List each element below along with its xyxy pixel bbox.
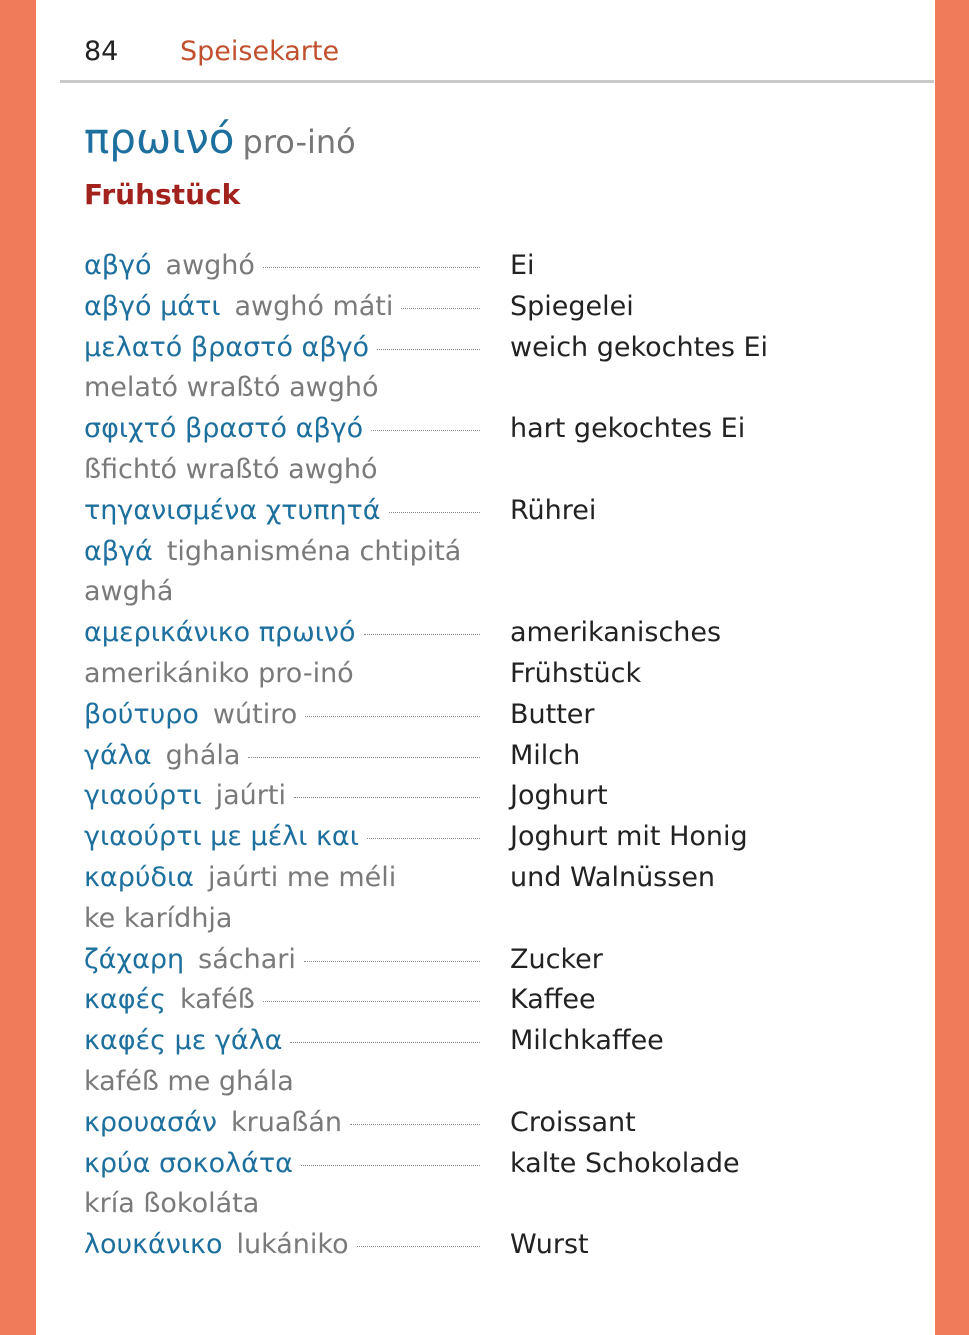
leader-dots bbox=[290, 1042, 480, 1043]
leader-dots bbox=[364, 634, 480, 635]
transliteration: lukániko bbox=[236, 1229, 349, 1261]
greek-term-continued: καρύδια bbox=[84, 861, 194, 893]
german-translation: Spiegelei bbox=[510, 290, 634, 322]
leader-dots bbox=[377, 349, 480, 350]
transliteration: ghála bbox=[165, 739, 241, 771]
leader-dots bbox=[357, 1246, 480, 1247]
leader-dots bbox=[305, 716, 480, 717]
greek-term: γιαούρτι bbox=[84, 780, 202, 812]
german-translation: Milchkaffee bbox=[510, 1025, 664, 1057]
german-translation: Wurst bbox=[510, 1229, 589, 1261]
greek-term: αμερικάνικο πρωινό bbox=[84, 617, 356, 649]
transliteration: sáchari bbox=[198, 943, 296, 975]
german-translation: kalte Schokolade bbox=[510, 1147, 740, 1179]
vocab-entry bbox=[84, 817, 864, 939]
greek-term: λουκάνικο bbox=[84, 1229, 223, 1261]
transliteration: melató wraßtó awghó bbox=[84, 372, 379, 404]
leader-dots bbox=[301, 1165, 480, 1166]
greek-term: αβγό bbox=[84, 250, 152, 281]
page-number: 84 bbox=[84, 36, 119, 67]
vocab-entry bbox=[84, 980, 864, 1021]
page-subtitle: Frühstück bbox=[84, 178, 241, 211]
german-translation-continued: Frühstück bbox=[510, 657, 642, 689]
transliteration: kría ßokoláta bbox=[84, 1188, 260, 1220]
title-greek: πρωινό bbox=[84, 114, 235, 163]
leader-dots bbox=[401, 308, 480, 309]
page-title bbox=[84, 114, 356, 163]
german-translation: Butter bbox=[510, 698, 595, 730]
vocab-entry bbox=[84, 736, 864, 777]
german-translation: Joghurt bbox=[510, 780, 608, 812]
vocab-entry bbox=[84, 491, 864, 613]
german-translation: Rührei bbox=[510, 494, 597, 526]
german-translation: Kaffee bbox=[510, 984, 596, 1016]
right-color-bar bbox=[935, 0, 969, 1335]
leader-dots bbox=[371, 430, 480, 431]
transliteration: kaféß me ghála bbox=[84, 1065, 294, 1097]
vocab-entry bbox=[84, 776, 864, 817]
german-translation: Ei bbox=[510, 250, 535, 281]
leader-dots bbox=[389, 512, 480, 513]
vocab-entry bbox=[84, 695, 864, 736]
greek-term: τηγανισμένα χτυπητά bbox=[84, 494, 381, 526]
leader-dots bbox=[350, 1124, 480, 1125]
vocab-entry bbox=[84, 246, 864, 287]
greek-term: ζάχαρη bbox=[84, 943, 185, 975]
transliteration: awghó bbox=[165, 250, 255, 281]
greek-term: σφιχτό βραστό αβγό bbox=[84, 413, 364, 445]
transliteration-continued: awghá bbox=[84, 576, 174, 608]
german-translation-continued: und Walnüssen bbox=[510, 861, 716, 893]
transliteration: awghó máti bbox=[234, 290, 394, 322]
german-translation: Joghurt mit Honig bbox=[510, 821, 748, 853]
vocab-entry bbox=[84, 287, 864, 328]
transliteration: jaúrti me méli bbox=[207, 861, 397, 893]
german-translation: Croissant bbox=[510, 1106, 636, 1138]
leader-dots bbox=[263, 267, 480, 268]
transliteration: kruaßán bbox=[230, 1106, 343, 1138]
transliteration: amerikániko pro-inó bbox=[84, 657, 354, 689]
leader-dots bbox=[367, 838, 480, 839]
vocab-entry bbox=[84, 1225, 864, 1266]
greek-term: μελατό βραστό αβγό bbox=[84, 331, 370, 363]
greek-term: γιαούρτι με μέλι και bbox=[84, 821, 359, 853]
transliteration: tighanisména chtipitá bbox=[166, 535, 462, 567]
vocab-entry bbox=[84, 613, 864, 695]
leader-dots bbox=[263, 1001, 480, 1002]
greek-term: κρουασάν bbox=[84, 1106, 217, 1138]
left-color-bar bbox=[0, 0, 36, 1335]
german-translation: amerikanisches bbox=[510, 617, 722, 649]
vocab-entry bbox=[84, 1021, 864, 1103]
section-title: Speisekarte bbox=[180, 36, 340, 67]
greek-term: αβγό μάτι bbox=[84, 290, 221, 322]
transliteration: kaféß bbox=[179, 984, 255, 1016]
vocab-entry bbox=[84, 409, 864, 491]
vocab-entry bbox=[84, 1103, 864, 1144]
greek-term: καφές με γάλα bbox=[84, 1025, 283, 1057]
leader-dots bbox=[304, 961, 480, 962]
transliteration: ßfichtó wraßtó awghó bbox=[84, 453, 378, 485]
transliteration: wútiro bbox=[212, 698, 298, 730]
greek-term: καφές bbox=[84, 984, 166, 1016]
german-translation: weich gekochtes Ei bbox=[510, 331, 769, 363]
greek-term: κρύα σοκολάτα bbox=[84, 1147, 293, 1179]
vocab-entry bbox=[84, 328, 864, 410]
greek-term: γάλα bbox=[84, 739, 152, 771]
german-translation: Zucker bbox=[510, 943, 603, 975]
german-translation: hart gekochtes Ei bbox=[510, 413, 746, 445]
vocabulary-list bbox=[84, 246, 864, 1266]
vocab-entry bbox=[84, 940, 864, 981]
greek-term-continued: αβγά bbox=[84, 535, 153, 567]
greek-term: βούτυρο bbox=[84, 698, 199, 730]
transliteration-continued: ke karídhja bbox=[84, 902, 233, 934]
leader-dots bbox=[294, 797, 480, 798]
transliteration: jaúrti bbox=[215, 780, 286, 812]
leader-dots bbox=[248, 757, 480, 758]
title-transliteration: pro-inó bbox=[242, 123, 356, 161]
german-translation: Milch bbox=[510, 739, 581, 771]
vocab-entry bbox=[84, 1144, 864, 1226]
header-divider bbox=[60, 80, 934, 83]
